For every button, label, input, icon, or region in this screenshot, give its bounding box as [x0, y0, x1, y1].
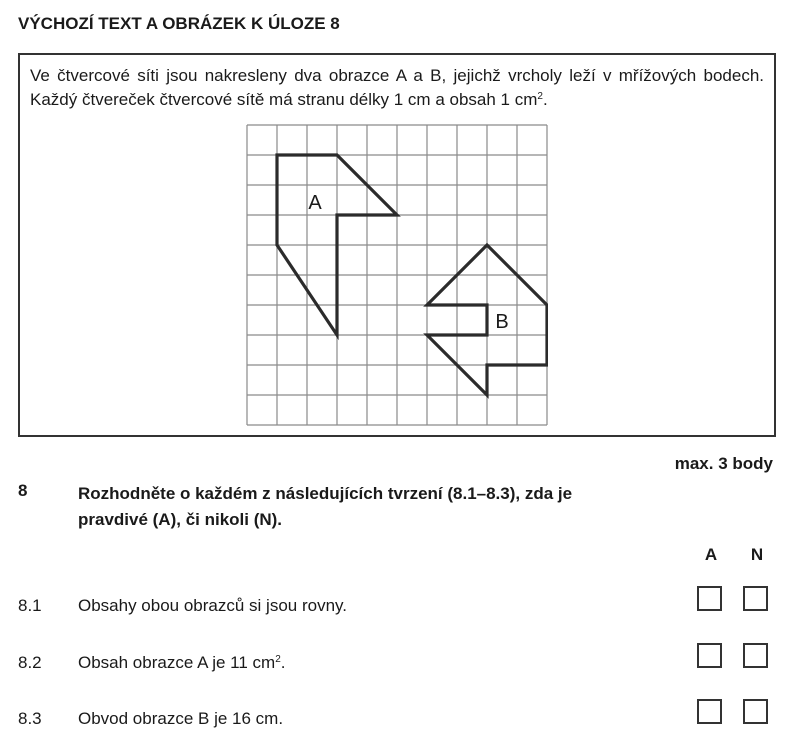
intro-superscript: 2: [537, 91, 543, 102]
intro-end: .: [542, 90, 548, 109]
item-number: 8.1: [18, 596, 42, 615]
item-superscript: 2: [275, 654, 281, 665]
column-header-no: N: [750, 545, 764, 564]
checkbox-8-2-yes[interactable]: [697, 643, 722, 668]
section-heading: VÝCHOZÍ TEXT A OBRÁZEK K ÚLOZE 8: [18, 14, 340, 33]
checkbox-8-3-no[interactable]: [743, 699, 768, 724]
item-statement: [78, 709, 283, 729]
max-points: max. 3 body: [674, 454, 773, 473]
item-statement-end: .: [280, 653, 286, 672]
question-number: 8: [18, 481, 28, 500]
item-statement-text: Obvod obrazce B je 16 cm.: [78, 709, 284, 728]
intro-main: Ve čtvercové síti jsou nakresleny dva obrazce A a B, jejichž vrcholy leží v mřížových bodech. Každý čtvereček čtvercové sítě má stranu délky 1 cm a obsah 1 cm: [30, 66, 764, 109]
item-statement: [78, 653, 285, 673]
intro-text: [30, 64, 764, 112]
checkbox-8-2-no[interactable]: [743, 643, 768, 668]
item-statement-text: Obsah obrazce A je 11 cm: [78, 653, 276, 672]
label-a: A: [308, 192, 322, 214]
grid-lines: [247, 125, 547, 425]
column-header-yes: A: [704, 545, 718, 564]
checkbox-8-1-no[interactable]: [743, 586, 768, 611]
item-statement-text: Obsahy obou obrazců si jsou rovny.: [78, 596, 347, 615]
checkbox-8-3-yes[interactable]: [697, 699, 722, 724]
item-number: 8.3: [18, 709, 42, 728]
item-statement: [78, 596, 347, 616]
item-number: 8.2: [18, 653, 42, 672]
label-b: B: [495, 311, 509, 333]
checkbox-8-1-yes[interactable]: [697, 586, 722, 611]
task-box: [18, 53, 776, 437]
grid-figure: [246, 124, 548, 426]
question-text: Rozhodněte o každém z následujících tvrzení (8.1–8.3), zda je pravdivé (A), či nikoli (N).: [78, 484, 573, 529]
